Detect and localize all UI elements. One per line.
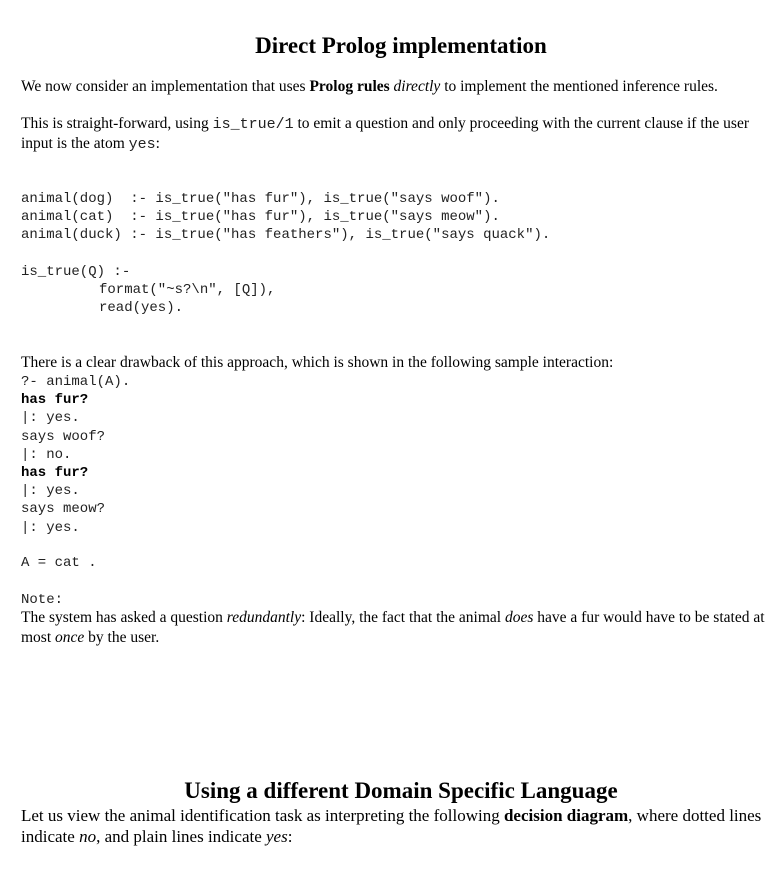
dsl-text-mid2: , and plain lines indicate bbox=[96, 827, 267, 846]
code-block-is-true bbox=[21, 263, 275, 318]
intro-text-end: to implement the mentioned inference rules. bbox=[440, 78, 718, 95]
page-title: Direct Prolog implementation bbox=[255, 33, 547, 58]
query-line: ?- animal(A). bbox=[21, 374, 131, 390]
explanation-text-end: : bbox=[155, 135, 160, 153]
inline-code-is-true: is_true/1 bbox=[212, 116, 294, 133]
question-line: has fur? bbox=[21, 465, 89, 482]
question-line: says meow? bbox=[21, 501, 106, 518]
question-line: has fur? bbox=[21, 392, 89, 409]
code-line: animal(dog) :- is_true("has fur"), is_true("says woof"). bbox=[21, 191, 500, 207]
code-line: read(yes). bbox=[99, 300, 184, 317]
code-line: animal(cat) :- is_true("has fur"), is_true("says meow"). bbox=[21, 209, 500, 226]
intro-text: We now consider an implementation that uses bbox=[21, 78, 310, 95]
dsl-italic: no bbox=[79, 827, 97, 846]
note-italic: redundantly bbox=[226, 609, 302, 626]
intro-bold: Prolog rules bbox=[309, 78, 390, 95]
inline-code-yes: yes bbox=[128, 136, 156, 154]
note-paragraph bbox=[21, 608, 781, 648]
sample-interaction bbox=[21, 373, 130, 537]
drawback-paragraph: There is a clear drawback of this approach, which is shown in the following sample interaction: bbox=[21, 354, 614, 371]
code-block-rules bbox=[21, 190, 550, 245]
dsl-text: Let us view the animal identification task as interpreting the following bbox=[21, 806, 504, 825]
code-line: is_true(Q) :- bbox=[21, 264, 131, 280]
answer-line: |: yes. bbox=[21, 483, 80, 500]
code-line: format("~s?\n", [Q]), bbox=[99, 282, 276, 299]
intro-paragraph bbox=[21, 77, 781, 97]
note-label: Note: bbox=[21, 592, 64, 608]
explanation-paragraph bbox=[21, 114, 781, 154]
note-text-mid: : Ideally, the fact that the animal bbox=[301, 609, 505, 626]
answer-line: |: yes. bbox=[21, 410, 80, 427]
dsl-bold: decision diagram bbox=[503, 806, 629, 825]
explanation-text-mid: to emit a question and only proceeding with the current clause if the user input is the atom bbox=[21, 115, 749, 153]
explanation-text: This is straight-forward, using bbox=[21, 115, 213, 132]
section-title: Using a different Domain Specific Language bbox=[184, 778, 618, 803]
note-italic: once bbox=[55, 629, 85, 646]
note-italic: does bbox=[504, 609, 534, 626]
answer-line: |: yes. bbox=[21, 519, 80, 536]
result-line: A = cat . bbox=[21, 555, 97, 571]
intro-italic: directly bbox=[393, 78, 441, 95]
dsl-paragraph bbox=[21, 805, 781, 847]
note-text: The system has asked a question bbox=[21, 609, 227, 626]
answer-line: |: no. bbox=[21, 446, 72, 463]
question-line: says woof? bbox=[21, 428, 106, 445]
dsl-text-end: : bbox=[287, 827, 293, 846]
note-text-mid2: have a fur would have to be stated at most bbox=[21, 609, 765, 646]
dsl-text-mid: , where dotted lines indicate bbox=[21, 806, 762, 846]
note-text-end: by the user. bbox=[84, 629, 160, 646]
code-line: animal(duck) :- is_true("has feathers"), is_true("says quack"). bbox=[21, 227, 551, 244]
dsl-italic: yes bbox=[266, 827, 288, 846]
